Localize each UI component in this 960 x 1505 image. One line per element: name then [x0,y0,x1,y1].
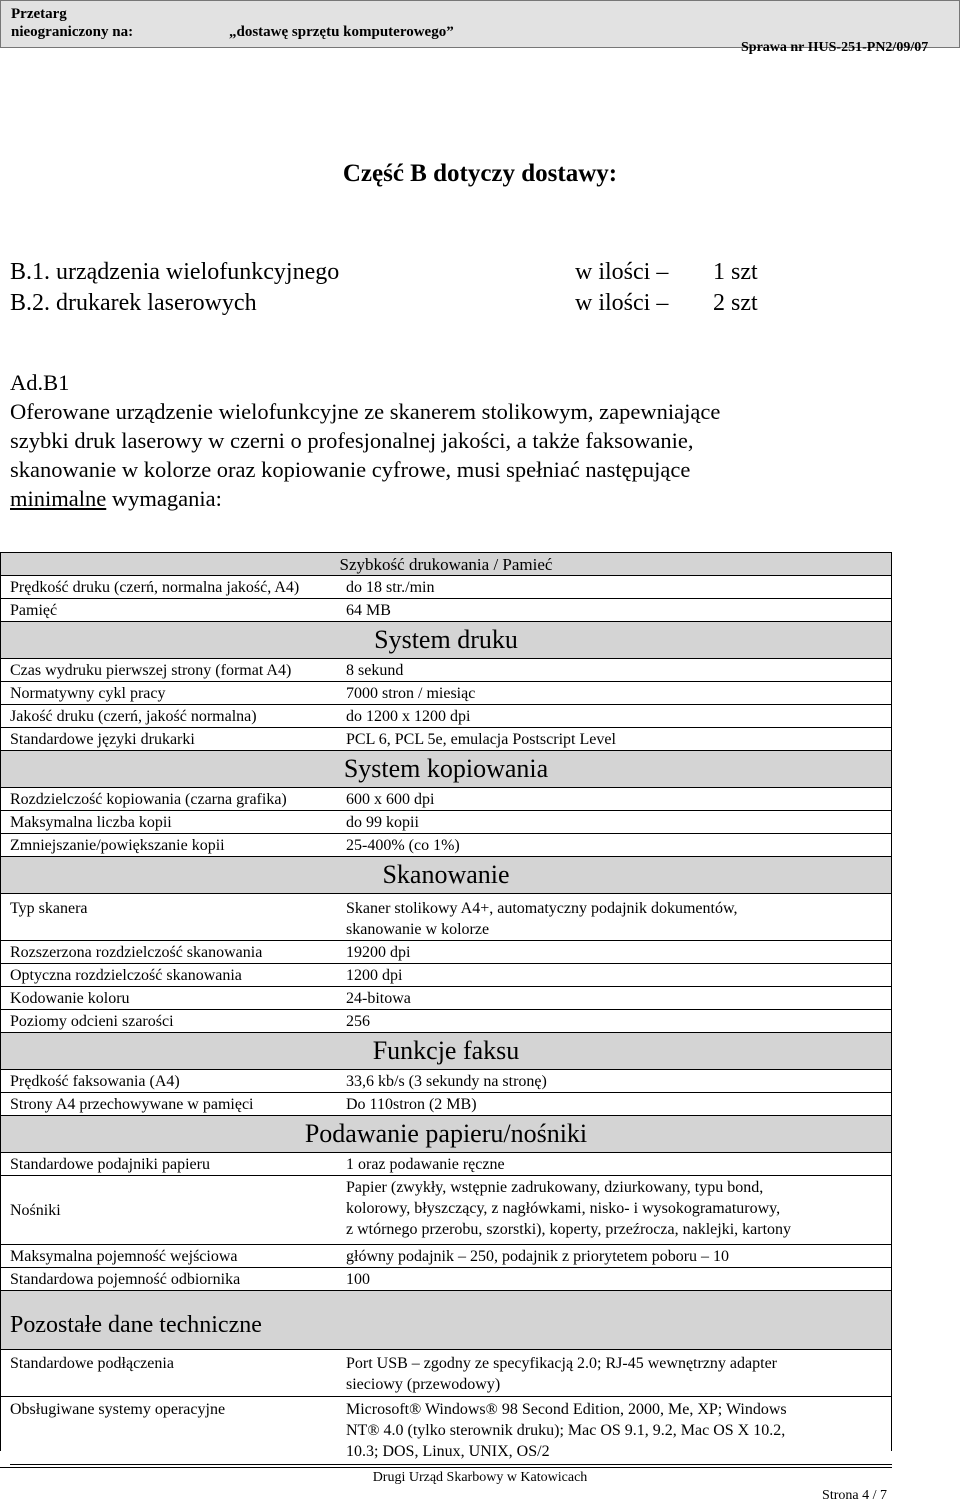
row-value-line: Port USB – zgodny ze specyfikacją 2.0; RJ-45 wewnętrzny adapter [346,1355,777,1372]
section-paper-media: Podawanie papieru/nośniki [0,1115,892,1152]
row-value: 25-400% (co 1%) [346,837,460,854]
table-row [0,940,892,963]
section-speed-memory: Szybkość drukowania / Pamieć [0,552,892,575]
item-b2 [10,288,758,318]
row-key: Obsługiwane systemy operacyjne [10,1401,226,1418]
page-header [0,0,960,55]
row-value-line: Microsoft® Windows® 98 Second Edition, 2000, Me, XP; Windows [346,1401,787,1418]
row-value-line: z wtórnego przerobu, szorstki), koperty, przeźrocza, naklejki, kartony [346,1221,792,1238]
table-row [0,1069,892,1092]
row-key: Czas wydruku pierwszej strony (format A4) [10,662,292,679]
section-fax: Funkcje faksu [0,1032,892,1069]
section-print-system: System druku [0,621,892,658]
item-b1 [10,257,758,287]
row-value-line: 10.3; DOS, Linux, UNIX, OS/2 [346,1443,550,1460]
item-b1-qty-label: w ilości – [575,259,669,285]
item-b2-label: B.2. drukarek laserowych [10,290,257,316]
row-key: Standardowe podłączenia [10,1355,174,1372]
section-scanning: Skanowanie [0,856,892,893]
row-value [346,898,892,940]
row-value-line: Papier (zwykły, wstępnie zadrukowany, dziurkowany, typu bond, [346,1179,764,1196]
row-key: Normatywny cykl pracy [10,685,166,702]
table-row [0,963,892,986]
item-b1-qty: 1 szt [713,259,758,285]
section-other-specs [0,1290,892,1349]
table-row [0,1396,892,1468]
table-row [0,681,892,704]
row-key: Kodowanie koloru [10,990,130,1007]
table-row [0,1009,892,1032]
table-row [0,1092,892,1115]
intro-line-4 [10,484,940,513]
table-row [0,1267,892,1290]
intro-line-3: skanowanie w kolorze oraz kopiowanie cyfrowe, musi spełniać następujące [10,457,691,482]
row-key: Prędkość faksowania (A4) [10,1073,180,1090]
table-row [0,893,892,940]
intro-line-2: szybki druk laserowy w czerni o profesjonalnej jakości, a także faksowanie, [10,428,694,453]
row-value: główny podajnik – 250, podajnik z priorytetem poboru – 10 [346,1248,730,1265]
row-value: 1200 dpi [346,967,403,984]
row-key: Jakość druku (czerń, jakość normalna) [10,708,257,725]
intro-line-4-rest: wymagania: [106,486,222,511]
row-value-line: Skaner stolikowy A4+, automatyczny podajnik dokumentów, [346,900,738,917]
section-copy-system: System kopiowania [0,750,892,787]
row-value-line: NT® 4.0 (tylko sterownik druku); Mac OS 9.1, 9.2, Mac OS X 10.2, [346,1422,786,1439]
row-key: Optyczna rozdzielczość skanowania [10,967,242,984]
row-value [346,1177,892,1240]
row-key: Pamięć [10,602,58,619]
table-row [0,575,892,598]
row-key: Standardowe języki drukarki [10,731,195,748]
row-key: Zmniejszanie/powiększanie kopii [10,837,225,854]
row-value: 600 x 600 dpi [346,791,435,808]
footer-page-number: Strona 4 / 7 [822,1488,887,1503]
intro-underlined-word: minimalne [10,486,107,511]
row-key: Maksymalna pojemność wejściowa [10,1248,238,1265]
item-b2-qty: 2 szt [713,290,758,316]
header-case-number: Sprawa nr IIUS-251-PN2/09/07 [741,40,929,55]
table-row [0,704,892,727]
row-key: Standardowe podajniki papieru [10,1156,210,1173]
row-key: Prędkość druku (czerń, normalna jakość, A4) [10,579,300,596]
item-b1-label: B.1. urządzenia wielofunkcyjnego [10,259,340,285]
row-value: do 18 str./min [346,579,435,596]
row-key: Strony A4 przechowywane w pamięci [10,1096,254,1113]
table-border-right [891,552,892,1451]
header-left-line2: nieograniczony na: [11,24,134,40]
section-other-specs-title: Pozostałe dane techniczne [10,1312,262,1338]
table-row [0,1175,892,1244]
spec-table [0,552,892,1468]
table-row [0,1152,892,1175]
table-row [0,986,892,1009]
table-row [0,658,892,681]
table-row [0,787,892,810]
row-key: Standardowa pojemność odbiornika [10,1271,241,1288]
table-row [0,810,892,833]
row-value: Do 110stron (2 MB) [346,1096,477,1113]
row-value-line: skanowanie w kolorze [346,921,490,938]
intro-heading: Ad.B1 [10,370,70,395]
row-key: Rozszerzona rozdzielczość skanowania [10,944,263,961]
row-value [346,1353,892,1395]
row-value-line: sieciowy (przewodowy) [346,1376,501,1393]
row-value: 256 [346,1013,370,1030]
row-value [346,1399,892,1462]
table-row [0,1349,892,1396]
intro-line-1: Oferowane urządzenie wielofunkcyjne ze skanerem stolikowym, zapewniające [10,399,721,424]
header-left-line1: Przetarg [11,6,67,22]
row-value: PCL 6, PCL 5e, emulacja Postscript Level [346,731,616,748]
table-row [0,833,892,856]
row-value: do 99 kopii [346,814,419,831]
item-b2-qty-label: w ilości – [575,290,669,316]
table-row [0,1244,892,1267]
row-value: 24-bitowa [346,990,411,1007]
row-value: 1 oraz podawanie ręczne [346,1156,505,1173]
row-value: 100 [346,1271,370,1288]
row-key: Typ skanera [10,900,88,917]
section-title: Część B dotyczy dostawy: [342,160,618,187]
header-subject: „dostawę sprzętu komputerowego” [229,24,454,40]
row-value: 7000 stron / miesiąc [346,685,476,702]
row-key: Rozdzielczość kopiowania (czarna grafika) [10,791,287,808]
row-value: 33,6 kb/s (3 sekundy na stronę) [346,1073,547,1090]
row-value: 8 sekund [346,662,404,679]
row-value: 64 MB [346,602,391,619]
row-key: Poziomy odcieni szarości [10,1013,174,1030]
intro-paragraph [10,368,940,513]
table-row [0,727,892,750]
row-value: do 1200 x 1200 dpi [346,708,471,725]
row-value: 19200 dpi [346,944,411,961]
table-row [0,598,892,621]
table-border-left [0,552,1,1451]
footer-rule [10,1464,892,1465]
row-key: Nośniki [10,1202,61,1219]
row-key: Maksymalna liczba kopii [10,814,172,831]
footer-office: Drugi Urząd Skarbowy w Katowicach [372,1470,588,1485]
row-value-line: kolorowy, błyszczący, z nagłówkami, nisko- i wysokogramaturowy, [346,1200,781,1217]
